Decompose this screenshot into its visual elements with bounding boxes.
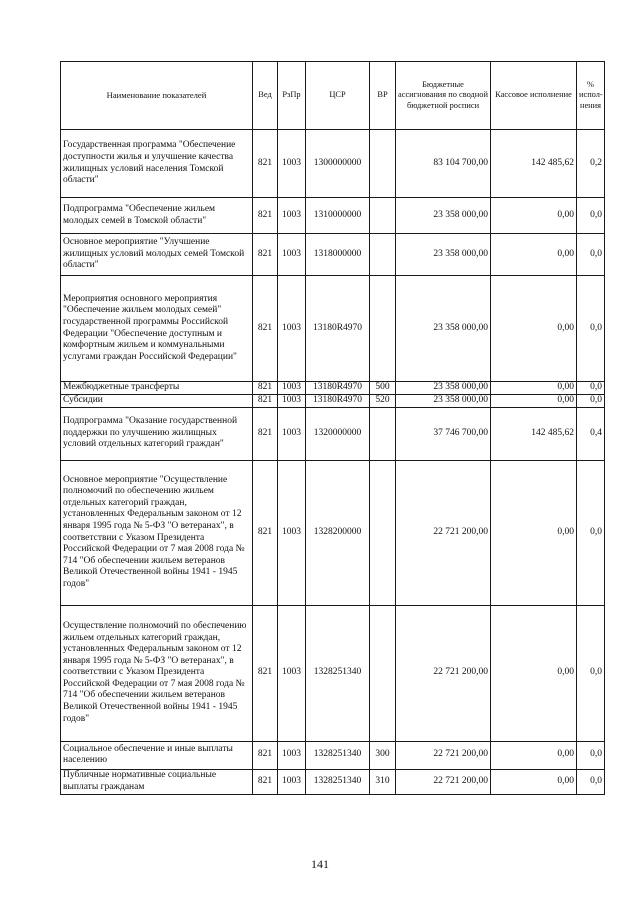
table-row [61,382,605,395]
cell-name-text: Основное мероприятие "Осуществление полномочий по обеспечению жильем отдельных категорий граждан, установленных Федеральным законом от 12 января 1995 года № 5-ФЗ "О ветеранах", в соответствии с Указом Президента Российской Федерации от 7 мая 2008 года № 714 "Об обеспечении жильем ветеранов Великой Отечественной войны 1941 - 1945 годов" [63,474,245,589]
cell-rzpr: 1003 [278,605,306,741]
cell-cash-execution: 0,00 [491,276,577,382]
cell-assignments: 37 746 700,00 [396,407,491,460]
cell-ved: 821 [253,741,278,769]
cell-csr: 1300000000 [306,130,370,198]
cell-name-text: Подпрограмма "Оказание государственной поддержки по улучшению жилищных условий отдельных категорий граждан" [63,416,238,450]
cell-assignments: 23 358 000,00 [396,382,491,395]
cell-name [61,234,253,276]
cell-assignments: 22 721 200,00 [396,460,491,605]
table-row [61,769,605,794]
cell-rzpr: 1003 [278,741,306,769]
cell-ved: 821 [253,130,278,198]
cell-cash-execution: 0,00 [491,460,577,605]
header-cash-execution: Кассовое исполнение [491,62,577,130]
cell-name [61,395,253,408]
cell-vr [370,234,396,276]
cell-cash-execution: 142 485,62 [491,130,577,198]
cell-name [61,605,253,741]
cell-assignments: 22 721 200,00 [396,605,491,741]
table-row [61,276,605,382]
cell-assignments: 23 358 000,00 [396,276,491,382]
cell-vr [370,198,396,234]
cell-csr: 1328200000 [306,460,370,605]
cell-name [61,198,253,234]
cell-name [61,741,253,769]
cell-vr: 300 [370,741,396,769]
cell-ved: 821 [253,234,278,276]
cell-rzpr: 1003 [278,276,306,382]
table-row [61,741,605,769]
header-percent: % испол-нения [577,62,605,130]
cell-ved: 821 [253,395,278,408]
cell-ved: 821 [253,198,278,234]
cell-name-text: Социальное обеспечение и иные выплаты населению [63,743,233,766]
cell-vr [370,605,396,741]
table-row [61,395,605,408]
cell-rzpr: 1003 [278,460,306,605]
cell-vr: 520 [370,395,396,408]
table-row [61,130,605,198]
cell-csr: 13180R4970 [306,395,370,408]
cell-assignments: 83 104 700,00 [396,130,491,198]
table-row [61,407,605,460]
cell-name-text: Межбюджетные трансферты [63,382,180,393]
cell-percent: 0,0 [577,198,605,234]
cell-vr: 500 [370,382,396,395]
header-vr: ВР [370,62,396,130]
cell-ved: 821 [253,382,278,395]
cell-csr: 1328251340 [306,769,370,794]
cell-ved: 821 [253,460,278,605]
header-ved: Вед [253,62,278,130]
cell-percent: 0,0 [577,741,605,769]
cell-vr: 310 [370,769,396,794]
cell-cash-execution: 0,00 [491,769,577,794]
cell-rzpr: 1003 [278,769,306,794]
table-row [61,234,605,276]
table-body [61,130,605,795]
cell-vr [370,407,396,460]
table-row [61,460,605,605]
cell-percent: 0,0 [577,395,605,408]
cell-assignments: 22 721 200,00 [396,741,491,769]
cell-percent: 0,0 [577,276,605,382]
cell-vr [370,130,396,198]
cell-csr: 1310000000 [306,198,370,234]
cell-name [61,276,253,382]
cell-percent: 0,0 [577,460,605,605]
page-number: 141 [311,857,329,871]
cell-assignments: 23 358 000,00 [396,198,491,234]
header-name: Наименование показателей [61,62,253,130]
cell-name-text: Публичные нормативные социальные выплаты гражданам [63,770,217,792]
header-row [61,62,605,130]
cell-csr: 13180R4970 [306,382,370,395]
cell-vr [370,276,396,382]
cell-ved: 821 [253,407,278,460]
header-rzpr: РзПр [278,62,306,130]
cell-name [61,769,253,794]
cell-assignments: 22 721 200,00 [396,769,491,794]
cell-ved: 821 [253,276,278,382]
cell-rzpr: 1003 [278,407,306,460]
cell-assignments: 23 358 000,00 [396,234,491,276]
cell-name-text: Государственная программа "Обеспечение доступности жилья и улучшение качества жилищных условий населения Томской области" [63,140,236,186]
cell-assignments: 23 358 000,00 [396,395,491,408]
cell-rzpr: 1003 [278,395,306,408]
cell-cash-execution: 0,00 [491,741,577,769]
cell-rzpr: 1003 [278,382,306,395]
cell-name-text: Осуществление полномочий по обеспечению жильем отдельных категорий граждан, установленных Федеральным законом от 12 января 1995 года № 5-ФЗ "О ветеранах", в соответствии с Указом Президента Российской Федерации от 7 мая 2008 года № 714 "Об обеспечении жильем ветеранов Великой Отечественной войны 1941 - 1945 годов" [63,620,247,724]
cell-percent: 0,0 [577,382,605,395]
header-assignments: Бюджетные ассигнования по сводной бюджетной росписи [396,62,491,130]
cell-ved: 821 [253,769,278,794]
cell-vr [370,460,396,605]
cell-cash-execution: 0,00 [491,234,577,276]
cell-percent: 0,4 [577,407,605,460]
cell-csr: 13180R4970 [306,276,370,382]
cell-percent: 0,2 [577,130,605,198]
cell-rzpr: 1003 [278,130,306,198]
cell-cash-execution: 0,00 [491,395,577,408]
cell-percent: 0,0 [577,234,605,276]
cell-name [61,407,253,460]
cell-rzpr: 1003 [278,198,306,234]
cell-cash-execution: 0,00 [491,382,577,395]
budget-execution-table [60,61,605,795]
cell-csr: 1318000000 [306,234,370,276]
cell-cash-execution: 142 485,62 [491,407,577,460]
cell-name-text: Основное мероприятие "Улучшение жилищных условий молодых семей Томской области" [63,237,245,271]
header-csr: ЦСР [306,62,370,130]
cell-percent: 0,0 [577,769,605,794]
cell-cash-execution: 0,00 [491,605,577,741]
cell-name [61,130,253,198]
cell-name-text: Подпрограмма "Обеспечение жильем молодых семей в Томской области" [63,203,216,226]
cell-cash-execution: 0,00 [491,198,577,234]
cell-ved: 821 [253,605,278,741]
cell-name-text: Мероприятия основного мероприятия "Обеспечение жильем молодых семей" государственной программы Российской Федерации "Обеспечение доступным и комфортным жильем и коммунальными услугами граждан Российской Федерации" [63,293,237,362]
cell-name-text: Субсидии [63,395,103,405]
cell-csr: 1320000000 [306,407,370,460]
cell-name [61,460,253,605]
cell-name [61,382,253,395]
cell-rzpr: 1003 [278,234,306,276]
table-row [61,198,605,234]
cell-percent: 0,0 [577,605,605,741]
cell-csr: 1328251340 [306,605,370,741]
cell-csr: 1328251340 [306,741,370,769]
table-row [61,605,605,741]
